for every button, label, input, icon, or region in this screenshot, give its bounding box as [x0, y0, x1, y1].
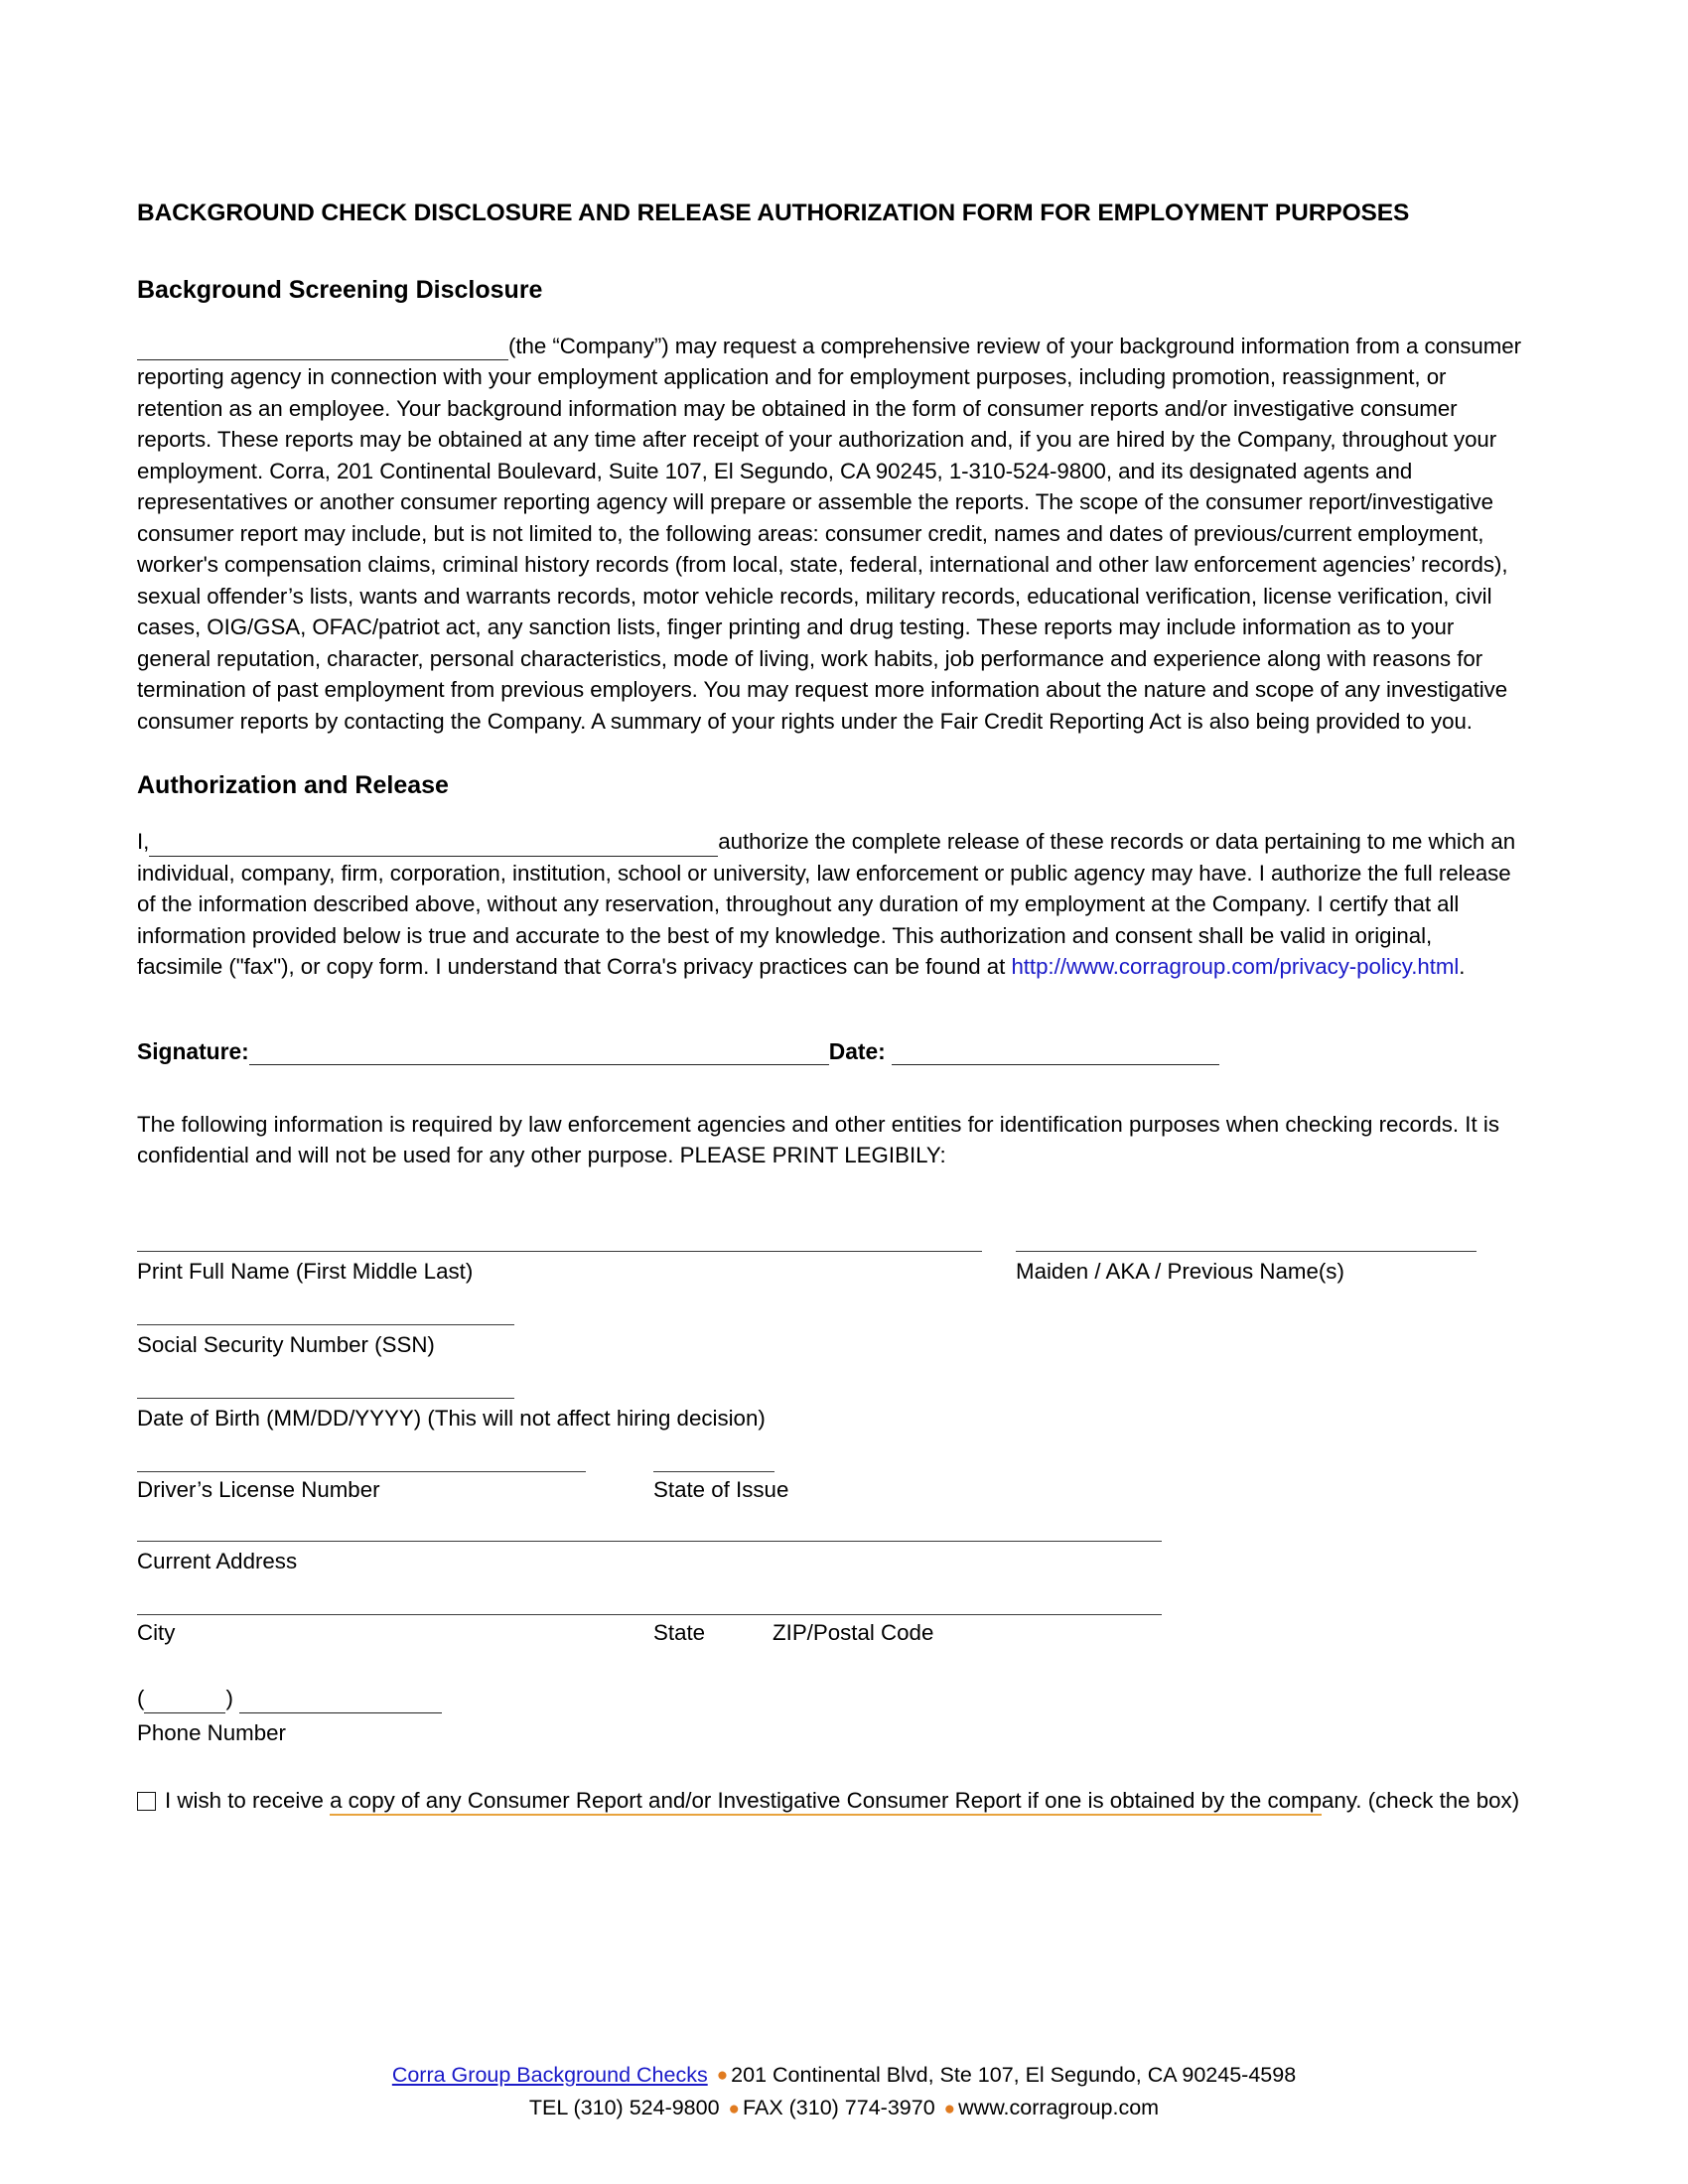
field-row-address: [137, 1541, 1522, 1576]
page-title: BACKGROUND CHECK DISCLOSURE AND RELEASE AUTHORIZATION FORM FOR EMPLOYMENT PURPOSES: [137, 200, 1410, 226]
disclosure-paragraph: [137, 331, 1522, 738]
maiden-aka-label: Maiden / AKA / Previous Name(s): [1016, 1258, 1344, 1284]
section-heading-disclosure: Background Screening Disclosure: [137, 275, 543, 304]
bullet-separator-icon-3: ●: [943, 2098, 956, 2119]
phone-number-label: Phone Number: [137, 1719, 286, 1745]
phone-number-input[interactable]: [239, 1693, 442, 1713]
disclosure-paragraph-text: (the “Company”) may request a comprehensive review of your background information from a consumer reporting agency in connection with your employment application and for employment purposes, including promotion, reassignment, or retention as an employee. Your background information may be obtained in the form of consumer reports and/or investigative consumer reports. These reports may be obtained at any time after receipt of your authorization and, if you are hired by the Company, throughout your employment. Corra, 201 Continental Boulevard, Suite 107, El Segundo, CA 90245, 1-310-524-9800, and its designated agents and representatives or another consumer reporting agency will prepare or assemble the reports. The scope of the consumer report/investigative consumer report may include, but is not limited to, the following areas: consumer credit, names and dates of previous/current employment, worker's compensation claims, criminal history records (from local, state, federal, international and other law enforcement agencies’ records), sexual offender’s lists, wants and warrants records, motor vehicle records, military records, educational verification, license verification, civil cases, OIG/GSA, OFAC/patriot act, any sanction lists, finger printing and drug testing. These reports may include information as to your general reputation, character, personal characteristics, mode of living, work habits, job performance and experience along with reasons for termination of past employment from previous employers. You may request more information about the nature and scope of any investigative consumer reports by contacting the Company. A summary of your rights under the Fair Credit Reporting Act is also being provided to you.: [137, 333, 1522, 734]
date-blank[interactable]: [892, 1045, 1219, 1065]
footer-website: www.corragroup.com: [958, 2096, 1160, 2120]
checkbox-text: [165, 1786, 1519, 1816]
field-row-phone: [137, 1684, 1522, 1748]
company-name-blank[interactable]: [137, 339, 508, 360]
footer-tel: TEL (310) 524-9800: [528, 2096, 720, 2120]
section-heading-authorization: Authorization and Release: [137, 771, 449, 800]
privacy-policy-link[interactable]: http://www.corragroup.com/privacy-policy.html: [1011, 954, 1460, 980]
checkbox-icon[interactable]: [137, 1792, 156, 1811]
phone-input-line: ( ): [137, 1684, 1522, 1713]
checkbox-text-highlighted: a copy of any Consumer Report and/or Investigative Consumer Report if one is obtained by the comp: [330, 1788, 1322, 1816]
print-full-name-label: Print Full Name (First Middle Last): [137, 1258, 474, 1284]
authorization-paragraph-text: authorize the complete release of these records or data pertaining to me which an individual, company, firm, corporation, institution, school or university, law enforcement or public agency may have. I authorize the full release of the information described above, without any reservation, throughout any duration of my employment at the Company. I certify that all information provided below is true and accurate to the best of my knowledge. This authorization and consent shall be valid in original, facsimile ("fax"), or copy form. I understand that Corra's privacy practices can be found at: [137, 829, 1516, 980]
signature-label: Signature:: [137, 1037, 249, 1064]
state-of-issue-input[interactable]: [653, 1471, 774, 1472]
state-of-issue-label: State of Issue: [653, 1476, 789, 1502]
footer-fax: FAX (310) 774-3970: [743, 2096, 935, 2120]
authorization-paragraph-tail: .: [1459, 954, 1466, 980]
page-footer: [0, 2059, 1688, 2125]
date-label: Date:: [828, 1037, 886, 1064]
applicant-name-blank[interactable]: [149, 835, 718, 857]
signature-row: [137, 1038, 1522, 1065]
footer-line-1: [0, 2059, 1688, 2092]
consumer-report-copy-row[interactable]: [137, 1786, 1522, 1816]
corra-group-link[interactable]: Corra Group Background Checks: [391, 2063, 708, 2087]
state-label: State: [653, 1619, 706, 1645]
checkbox-text-after: any. (check the box): [1322, 1787, 1520, 1813]
field-row-name: [137, 1251, 1522, 1287]
identification-fields: [137, 1251, 1522, 1748]
dob-label: Date of Birth (MM/DD/YYYY) (This will not affect hiring decision): [137, 1405, 766, 1431]
footer-line-2: [0, 2092, 1688, 2124]
ssn-label: Social Security Number (SSN): [137, 1331, 435, 1357]
city-label: City: [137, 1619, 176, 1645]
field-row-license: [137, 1471, 1522, 1503]
document-content: [137, 199, 1522, 1816]
zip-label: ZIP/Postal Code: [773, 1619, 934, 1645]
print-legibly-notice: The following information is required by law enforcement agencies and other entities for identification purposes when checking records. It is confidential and will not be used for any other purpose. PLEASE PRINT LEGIBILY:: [137, 1111, 1499, 1168]
bullet-separator-icon-2: ●: [728, 2098, 741, 2119]
field-row-city-state-zip: [137, 1614, 1522, 1646]
checkbox-text-before: I wish to receive: [165, 1787, 324, 1813]
authorization-paragraph: [137, 826, 1522, 983]
authorization-lead-prefix: I,: [137, 829, 150, 855]
phone-areacode-input[interactable]: [144, 1693, 225, 1713]
drivers-license-label: Driver’s License Number: [137, 1476, 380, 1502]
current-address-label: Current Address: [137, 1548, 298, 1573]
drivers-license-input[interactable]: [137, 1471, 586, 1472]
field-row-dob: [137, 1398, 1522, 1433]
field-row-ssn: [137, 1324, 1522, 1360]
signature-blank[interactable]: [249, 1045, 829, 1065]
footer-address: 201 Continental Blvd, Ste 107, El Segundo, CA 90245-4598: [731, 2063, 1297, 2087]
bullet-separator-icon: ●: [716, 2065, 729, 2087]
